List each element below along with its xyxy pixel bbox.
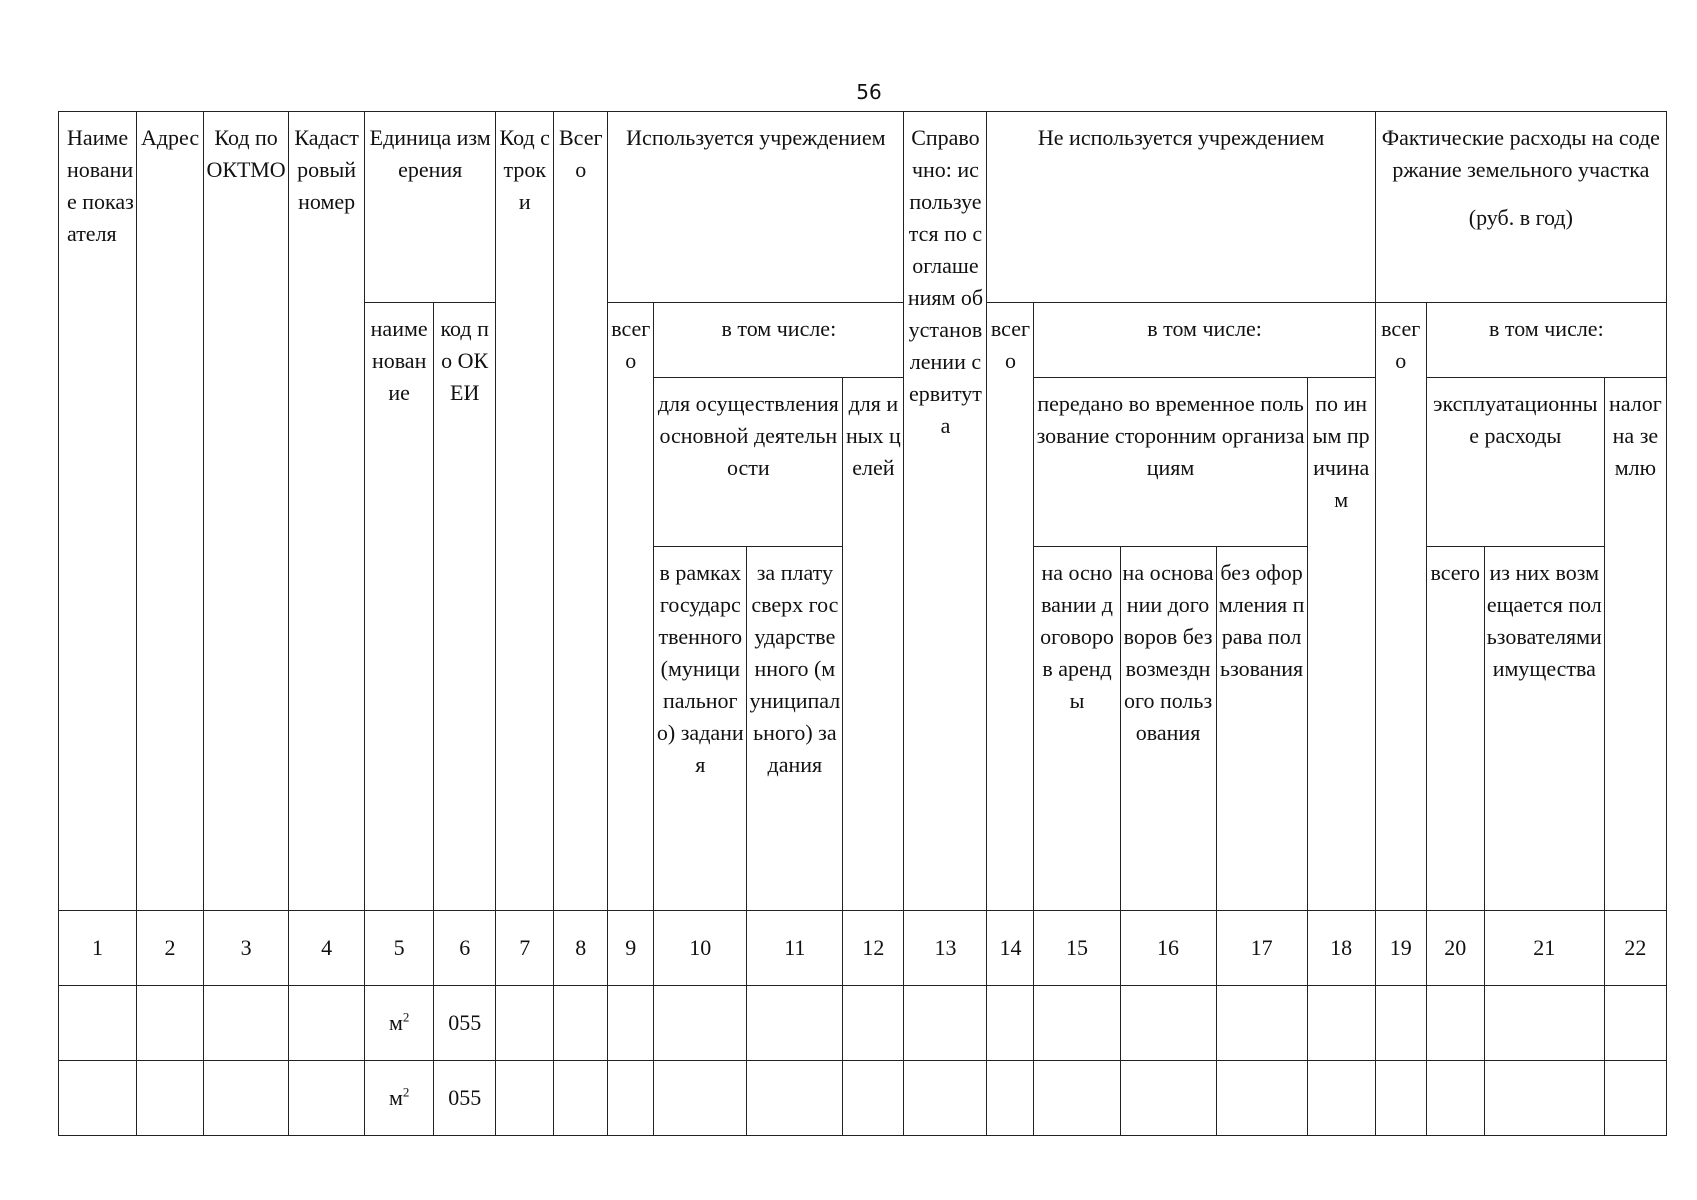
cell-empty xyxy=(554,986,608,1061)
cell-okei: 055 xyxy=(434,1061,496,1136)
header-servitude: Справочно: используется по соглашениям об установлении сервитута xyxy=(904,112,987,911)
header-land-tax: налог на землю xyxy=(1604,378,1666,911)
header-not-used-incl: в том числе: xyxy=(1034,303,1375,378)
column-number: 18 xyxy=(1307,911,1375,986)
column-number: 6 xyxy=(434,911,496,986)
column-number-row xyxy=(59,911,1667,986)
column-number: 15 xyxy=(1034,911,1120,986)
cell-empty xyxy=(904,986,987,1061)
header-address: Адрес xyxy=(137,112,204,911)
column-number: 17 xyxy=(1216,911,1307,986)
header-expenses-title: Фактические расходы на содержание земельного участка xyxy=(1381,125,1660,182)
cell-name xyxy=(59,986,137,1061)
cell-empty xyxy=(1484,986,1604,1061)
column-number: 13 xyxy=(904,911,987,986)
cell-oktmo xyxy=(204,986,289,1061)
column-number: 21 xyxy=(1484,911,1604,986)
table-row xyxy=(59,1061,1667,1136)
column-number: 7 xyxy=(496,911,554,986)
header-cadastral: Кадастровый номер xyxy=(289,112,365,911)
header-total: Всего xyxy=(554,112,608,911)
header-operating: эксплуатационные расходы xyxy=(1426,378,1604,547)
cell-empty xyxy=(1426,986,1484,1061)
column-number: 22 xyxy=(1604,911,1666,986)
cell-empty xyxy=(747,1061,843,1136)
header-not-used-total: всего xyxy=(987,303,1034,911)
cell-empty xyxy=(1307,986,1375,1061)
column-number: 11 xyxy=(747,911,843,986)
header-name: Наименование показателя xyxy=(59,112,137,911)
cell-empty xyxy=(1426,1061,1484,1136)
cell-empty xyxy=(654,1061,747,1136)
cell-address xyxy=(137,1061,204,1136)
header-unit: Единица измерения xyxy=(365,112,496,303)
header-transferred: передано во временное пользование сторонним организациям xyxy=(1034,378,1307,547)
table-row xyxy=(59,986,1667,1061)
cell-empty xyxy=(1484,1061,1604,1136)
header-reimbursed: из них возмещается пользователями имущества xyxy=(1484,547,1604,911)
cell-unit-name xyxy=(365,986,434,1061)
cell-empty xyxy=(554,1061,608,1136)
unit-superscript: 2 xyxy=(402,1084,410,1100)
cell-empty xyxy=(747,986,843,1061)
cell-unit-name xyxy=(365,1061,434,1136)
cell-empty xyxy=(843,1061,904,1136)
cell-cadastral xyxy=(289,986,365,1061)
cell-empty xyxy=(1604,986,1666,1061)
column-number: 4 xyxy=(289,911,365,986)
column-number: 16 xyxy=(1120,911,1216,986)
cell-empty xyxy=(496,986,554,1061)
header-oktmo: Код по ОКТМО xyxy=(204,112,289,911)
header-operating-total: всего xyxy=(1426,547,1484,911)
cell-empty xyxy=(987,986,1034,1061)
header-not-used: Не используется учреждением xyxy=(987,112,1375,303)
cell-empty xyxy=(1375,1061,1426,1136)
header-used-incl: в том числе: xyxy=(654,303,904,378)
cell-empty xyxy=(843,986,904,1061)
header-used-state-task: в рамках государственного (муниципального) задания xyxy=(654,547,747,911)
unit-superscript: 2 xyxy=(402,1009,410,1025)
land-plot-table xyxy=(58,111,1667,1136)
column-number: 2 xyxy=(137,911,204,986)
cell-empty xyxy=(496,1061,554,1136)
header-line-code: Код строки xyxy=(496,112,554,911)
cell-empty xyxy=(1216,986,1307,1061)
header-expenses-unit: (руб. в год) xyxy=(1468,205,1573,230)
cell-name xyxy=(59,1061,137,1136)
header-other-reasons: по иным причинам xyxy=(1307,378,1375,911)
column-number: 1 xyxy=(59,911,137,986)
unit-name-text: м xyxy=(388,1085,403,1110)
header-unit-name: наименование xyxy=(365,303,434,911)
header-expenses xyxy=(1375,112,1666,303)
cell-empty xyxy=(1216,1061,1307,1136)
column-number: 9 xyxy=(608,911,654,986)
column-number: 5 xyxy=(365,911,434,986)
cell-empty xyxy=(987,1061,1034,1136)
column-number: 14 xyxy=(987,911,1034,986)
header-used-total: всего xyxy=(608,303,654,911)
column-number: 3 xyxy=(204,911,289,986)
header-exp-total: всего xyxy=(1375,303,1426,911)
cell-empty xyxy=(1034,986,1120,1061)
cell-okei: 055 xyxy=(434,986,496,1061)
cell-empty xyxy=(1120,1061,1216,1136)
page-number: 56 xyxy=(856,80,882,104)
unit-name-text: м xyxy=(388,1010,403,1035)
header-no-formalization: без оформления права пользования xyxy=(1216,547,1307,911)
cell-empty xyxy=(654,986,747,1061)
cell-empty xyxy=(1375,986,1426,1061)
cell-cadastral xyxy=(289,1061,365,1136)
header-rent: на основании договоров аренды xyxy=(1034,547,1120,911)
cell-empty xyxy=(904,1061,987,1136)
header-used-main: для осуществления основной деятельности xyxy=(654,378,843,547)
header-used-paid: за плату сверх государственного (муниципального) задания xyxy=(747,547,843,911)
cell-empty xyxy=(608,1061,654,1136)
header-free-use: на основании договоров безвозмездного пользования xyxy=(1120,547,1216,911)
column-number: 19 xyxy=(1375,911,1426,986)
column-number: 12 xyxy=(843,911,904,986)
cell-empty xyxy=(608,986,654,1061)
cell-empty xyxy=(1034,1061,1120,1136)
column-number: 8 xyxy=(554,911,608,986)
header-row-1 xyxy=(59,112,1667,303)
column-number: 20 xyxy=(1426,911,1484,986)
header-exp-incl: в том числе: xyxy=(1426,303,1666,378)
header-used-other: для иных целей xyxy=(843,378,904,911)
cell-empty xyxy=(1120,986,1216,1061)
cell-address xyxy=(137,986,204,1061)
header-unit-okei: код по ОКЕИ xyxy=(434,303,496,911)
cell-empty xyxy=(1307,1061,1375,1136)
column-number: 10 xyxy=(654,911,747,986)
cell-oktmo xyxy=(204,1061,289,1136)
header-used: Используется учреждением xyxy=(608,112,904,303)
cell-empty xyxy=(1604,1061,1666,1136)
